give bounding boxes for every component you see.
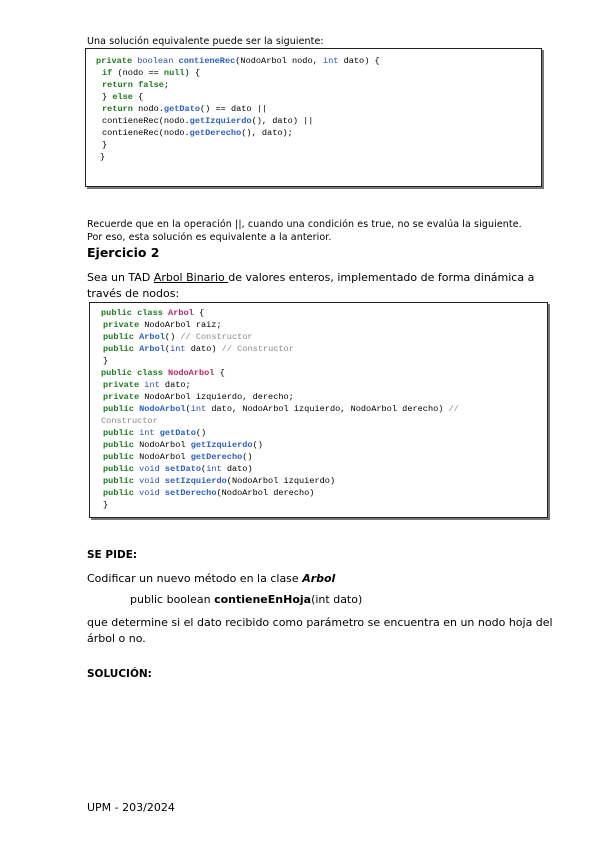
code-token: Constructor [101,416,158,426]
code-token: } [102,140,108,150]
code-block-contieneRec [85,48,542,187]
method-signature [130,593,362,606]
code-token: int [190,404,212,414]
code-token: int [144,380,165,390]
code-line [96,79,380,91]
code-token: public [103,476,140,486]
code-token: ( [201,464,207,474]
code-token: } [103,500,109,510]
note-line-1: Recuerde que en la operación ||, cuando una condición es true, no se evalúa la siguiente. [87,219,522,230]
code-token: int [206,464,227,474]
code-token: NodoArbol [139,452,191,462]
code-token: private [103,380,145,390]
code-line [96,115,380,127]
code-token: ; [163,80,170,90]
code-listing-2 [101,307,459,511]
code-token: int [322,56,344,66]
code-token: ( [185,404,191,414]
code-token: public [103,452,140,462]
code-token: void [139,488,165,498]
code-token: void [139,476,165,486]
description-text-cont: de valores enteros, implementado de forma dinámica a [228,271,535,284]
code-token: public [103,332,140,342]
code-token: NodoArbol izquierdo, derecho; [144,392,294,402]
code-token: () == dato || [200,104,268,114]
code-token: contieneRec [178,56,236,66]
code-token: Arbol [168,308,199,318]
code-token: getDato [159,428,196,438]
code-line [101,379,459,391]
code-token: (nodo == [117,68,164,78]
code-token: public [103,488,140,498]
code-token: public class [101,368,169,378]
description-line-1 [87,271,534,284]
code-token: (NodoArbol derecho) [216,488,315,498]
code-token: (NodoArbol nodo, [235,56,323,66]
description-text: Sea un TAD [87,271,154,284]
code-token: null [163,68,185,78]
code-token: setIzquierdo [164,476,227,486]
code-token: dato) [226,464,253,474]
code-token: () [252,440,263,450]
code-line [101,487,459,499]
code-token: () [164,332,181,342]
code-token: { [199,308,205,318]
code-token: } [102,92,113,102]
signature-params: (int dato) [311,593,363,606]
tad-name: Arbol Binario [153,271,229,284]
code-line [101,307,459,319]
code-line [96,67,380,79]
code-line [101,367,459,379]
code-token: ( [164,344,171,354]
code-token: dato) { [343,56,380,66]
code-token: contieneRec(nodo. [102,116,190,126]
codificar-text: Codificar un nuevo método en la clase [87,572,303,585]
code-token: contieneRec(nodo. [102,128,190,138]
code-token: ) { [184,68,201,78]
code-token: void [139,464,165,474]
code-token: getDerecho [189,128,242,138]
note-line-2: Por eso, esta solución es equivalente a la anterior. [87,232,332,243]
code-token: if [102,68,118,78]
code-token: () [242,452,253,462]
code-token: return false [102,80,164,90]
code-token: private [103,320,145,330]
code-token: else [112,92,139,102]
code-token: NodoArbol [139,404,186,414]
code-token: (), dato); [241,128,293,138]
code-token: (NodoArbol izquierdo) [226,476,336,486]
code-line [101,331,459,343]
code-token: getDerecho [190,452,243,462]
code-line [96,103,380,115]
code-line [101,391,459,403]
code-line [96,151,380,163]
code-line [101,463,459,475]
code-token: public [103,464,140,474]
code-line [101,451,459,463]
section-title: Ejercicio 2 [87,245,160,260]
code-token: public [103,440,140,450]
intro-text: Una solución equivalente puede ser la siguiente: [87,36,324,47]
code-token: { [138,92,144,102]
code-token: private [96,56,138,66]
code-listing-1 [96,55,380,163]
code-token: nodo. [138,104,164,114]
code-line [101,475,459,487]
solucion-heading: SOLUCIÓN: [87,668,152,680]
code-token: dato; [164,380,191,390]
code-token: getIzquierdo [189,116,252,126]
code-token: int [170,344,191,354]
code-line [101,403,459,415]
method-name: contieneEnHoja [214,593,312,606]
code-line [101,415,459,427]
code-token: NodoArbol [168,368,220,378]
code-token: return [102,104,139,114]
description-line-2: través de nodos: [87,287,180,300]
code-token: getIzquierdo [190,440,253,450]
code-token: // Constructor [221,344,294,354]
code-token: public [103,428,140,438]
code-line [101,499,459,511]
code-line [101,319,459,331]
code-token: setDato [164,464,202,474]
determine-line-1: que determine si el dato recibido como parámetro se encuentra en un nodo hoja del [87,616,553,629]
code-token: Arbol [139,344,165,354]
code-token: private [103,392,145,402]
code-token: getDato [163,104,201,114]
code-line [96,55,380,67]
code-token: } [103,356,109,366]
code-token: public [103,344,140,354]
code-token: // Constructor [180,332,253,342]
code-token: () [195,428,207,438]
code-token: public [103,404,140,414]
code-line [101,343,459,355]
class-name: Arbol [302,572,336,585]
code-token: Arbol [139,332,165,342]
code-token: // [448,404,459,414]
codificar-line [87,572,335,585]
code-line [96,91,380,103]
se-pide-heading: SE PIDE: [87,549,138,561]
code-token: public class [101,308,169,318]
code-token: boolean [137,56,179,66]
code-token: dato, NodoArbol izquierdo, NodoArbol derecho) [211,404,449,414]
footer-text: UPM - 203/2024 [87,801,175,814]
code-line [101,427,459,439]
code-token: NodoArbol raiz; [144,320,222,330]
code-line [96,127,380,139]
code-token: (), dato) || [251,116,314,126]
code-token: dato) [190,344,222,354]
code-token: NodoArbol [139,440,191,450]
code-token: int [139,428,160,438]
code-line [101,439,459,451]
determine-line-2: árbol o no. [87,632,146,645]
code-line [96,139,380,151]
code-token: setDerecho [164,488,217,498]
signature-prefix: public boolean [130,593,215,606]
code-line [101,355,459,367]
code-block-classes [89,302,548,518]
code-token: { [219,368,225,378]
code-token: } [100,152,106,162]
